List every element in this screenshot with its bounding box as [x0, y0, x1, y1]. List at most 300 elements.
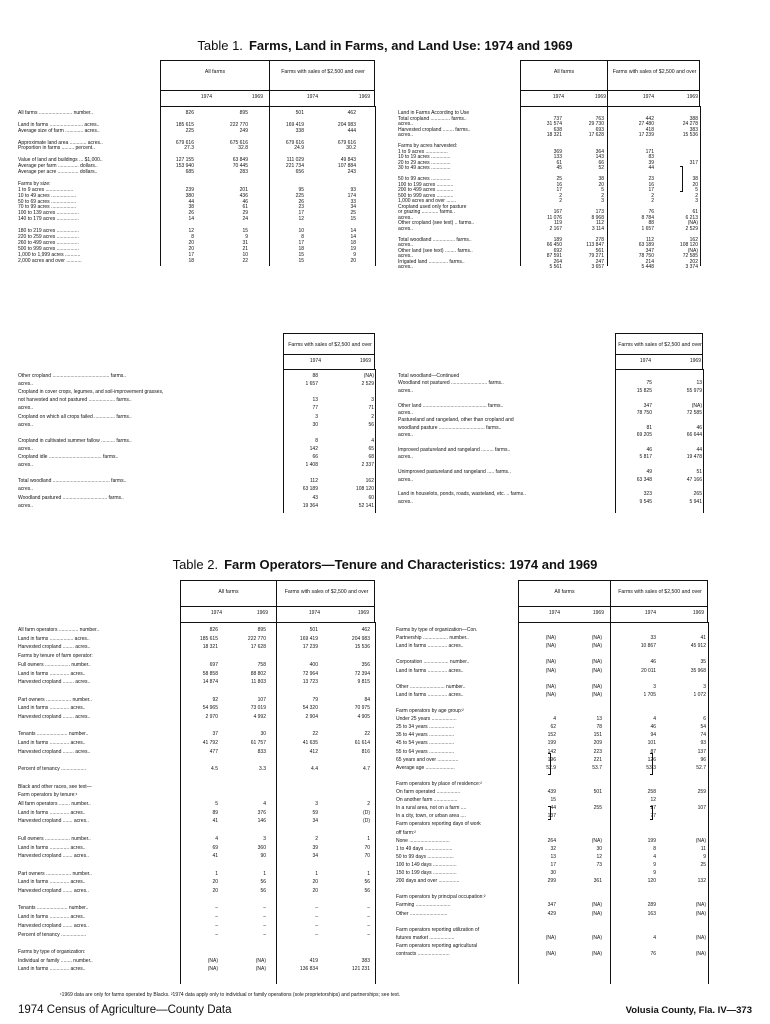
row-label: All farm operators ........ number.. — [18, 801, 91, 807]
table-row — [18, 705, 378, 711]
row-value: 347 — [643, 402, 652, 409]
table-row — [18, 389, 378, 395]
row-label: Cropland idle ...................................... farms.. — [18, 454, 119, 460]
row-value: 78 750 — [636, 410, 652, 416]
row-value: 72 394 — [354, 670, 370, 677]
row-label: Farm operators reporting days of work — [396, 821, 481, 828]
row-value: 16 — [648, 181, 654, 188]
bracket-days-sales — [650, 806, 653, 820]
row-value: 4 — [553, 716, 556, 723]
row-value: 15 — [550, 797, 556, 804]
table-row — [18, 836, 378, 842]
table-row — [396, 797, 711, 803]
table-row — [18, 503, 378, 509]
table-row — [396, 870, 711, 876]
row-value: 2 529 — [361, 381, 374, 388]
row-label: Farm operators by age group:² — [396, 708, 464, 714]
row-value: 4 — [371, 437, 374, 444]
row-value: 265 — [693, 491, 702, 498]
row-label: Average age ..................... — [396, 764, 455, 771]
row-value: 225 — [185, 127, 194, 134]
row-value: 264 — [553, 258, 562, 265]
row-value: 264 — [547, 837, 556, 844]
table1-title: Table 1. Farms, Land in Farms, and Land Use: 1974 and 1969 — [197, 38, 573, 53]
row-value: 34 — [312, 818, 318, 825]
row-label: Black and other races, see text— — [18, 783, 92, 790]
row-label: Other cropland (see text) .. farms.. — [398, 220, 475, 226]
row-value: 4 992 — [253, 714, 266, 720]
row-label: Full owners .................. number.. — [18, 661, 91, 668]
row-value: 1 — [315, 870, 318, 877]
table-row — [396, 635, 711, 641]
row-label: acres.. — [398, 253, 414, 259]
row-label: Land in houselots, ponds, roads, wasteland, etc. .. farms.. — [398, 491, 526, 498]
row-value: 65 — [368, 445, 374, 452]
row-label: 50 to 99 acres .............. — [398, 176, 451, 182]
row-value: 347 — [645, 247, 654, 254]
row-value: 174 — [347, 192, 356, 199]
row-value: 429 — [547, 910, 556, 917]
table1-right-years: 1974 1969 1974 1969 — [552, 94, 698, 100]
row-label: Total woodland—Continued — [398, 373, 460, 379]
row-value: 17 628 — [250, 644, 266, 651]
row-value: 49 — [646, 469, 652, 476]
row-label: Average per farm ............... dollars.. — [18, 163, 98, 170]
row-value: 338 — [295, 127, 304, 134]
row-value: 462 — [347, 110, 356, 116]
row-value: 41 792 — [202, 740, 218, 747]
row-value: 111 029 — [286, 157, 304, 164]
row-value: (NA) — [591, 667, 602, 674]
row-value: 679 616 — [285, 139, 304, 146]
row-value: 13 — [550, 853, 556, 860]
row-value: 81 — [646, 424, 652, 431]
row-value: 2 — [371, 413, 374, 420]
row-value: 17 — [298, 210, 304, 217]
table-row — [18, 495, 378, 501]
row-value: 462 — [361, 627, 370, 633]
row-value: 5 817 — [639, 454, 652, 461]
row-value: 400 — [309, 661, 318, 668]
row-value: 18 — [188, 257, 194, 264]
table-row — [396, 838, 711, 844]
row-value: – — [315, 905, 318, 912]
row-value: 169 419 — [285, 121, 304, 128]
row-label: All farms ........................ number.. — [18, 110, 94, 116]
row-value: (D) — [363, 809, 370, 816]
table-row — [396, 894, 711, 900]
row-label: Land in farms ................. acres.. — [18, 635, 90, 642]
row-label: In a rural area, not on a farm .... — [396, 805, 467, 812]
row-value: 16 — [556, 181, 562, 188]
row-value: 93 — [350, 186, 356, 193]
row-value: 61 — [242, 204, 248, 211]
row-value: 8 — [315, 437, 318, 444]
row-label: Individual or family ........ number.. — [18, 957, 93, 964]
row-label: Farm operators by place of residence:² — [396, 780, 482, 787]
row-value: 826 — [185, 110, 194, 116]
row-value: (NA) — [545, 659, 556, 666]
row-value: 87 591 — [546, 253, 562, 259]
row-label: Tenants ...................... number.. — [18, 905, 89, 912]
row-value: 84 — [364, 696, 370, 703]
table-row — [18, 679, 378, 685]
row-value: 2 — [315, 835, 318, 842]
row-value: 6 — [703, 716, 706, 723]
row-value: 763 — [595, 115, 604, 122]
row-value: 73 019 — [250, 705, 266, 712]
row-value: 278 — [595, 236, 604, 243]
row-label: Land in farms .............. acres.. — [18, 966, 86, 973]
row-value: 4 — [215, 835, 218, 842]
row-value: 223 — [593, 748, 602, 755]
row-value: 1 408 — [305, 462, 318, 469]
row-value: 66 — [312, 454, 318, 460]
row-label: Tenants ...................... number.. — [18, 731, 89, 738]
row-value: 35 — [700, 659, 706, 666]
table-row — [18, 888, 378, 894]
row-value: 44 — [696, 447, 702, 453]
table-row — [18, 454, 378, 460]
row-value: 442 — [645, 115, 654, 122]
row-value: 79 271 — [588, 253, 604, 259]
row-label: acres.. — [398, 454, 414, 461]
table-row — [396, 813, 711, 819]
row-value: 1 — [367, 870, 370, 877]
table-row — [18, 470, 378, 476]
row-value: 222 770 — [229, 121, 248, 128]
row-value: 17 239 — [638, 132, 654, 138]
row-value: 436 — [239, 192, 248, 199]
table-row — [18, 932, 378, 938]
row-label: 260 to 499 acres ................ — [18, 239, 79, 246]
row-label: Farm operators by principal occupation:² — [396, 894, 486, 901]
table-row — [18, 758, 378, 764]
row-value: 68 — [368, 454, 374, 460]
row-value: 94 — [650, 732, 656, 739]
row-label: acres.. — [398, 264, 414, 270]
row-value: 2 167 — [549, 225, 562, 232]
row-value: 259 — [697, 789, 706, 795]
row-label: Part owners .................. number.. — [18, 870, 92, 877]
row-value: 43 — [312, 494, 318, 501]
row-value: 199 — [647, 837, 656, 844]
row-value: 2 — [651, 192, 654, 199]
row-value: 23 — [298, 204, 304, 211]
row-value: 17 239 — [302, 644, 318, 651]
table2-left-header: All farms Farms with sales of $2,500 and over — [180, 580, 375, 622]
table-row — [18, 714, 378, 720]
row-value: 258 — [647, 789, 656, 795]
row-value: 38 — [598, 176, 604, 182]
table-row — [18, 636, 378, 642]
table-row — [18, 914, 378, 920]
row-value: 376 — [257, 809, 266, 816]
row-value: 53.7 — [592, 764, 602, 771]
row-label: Part owners .................. number.. — [18, 696, 92, 703]
table-row — [18, 749, 378, 755]
row-value: 20 — [598, 181, 604, 188]
row-value: (NA) — [207, 966, 218, 973]
row-label: Other ......................... number.. — [396, 683, 466, 690]
row-value: 679 616 — [175, 139, 194, 146]
row-label: or grazing ............ farms.. — [398, 209, 455, 215]
row-value: 12 — [188, 228, 194, 234]
table2-right-header: All farms Farms with sales of $2,500 and over — [518, 580, 708, 622]
row-value: 204 983 — [351, 635, 370, 642]
table-row — [18, 853, 378, 859]
row-value: 72 585 — [682, 253, 698, 259]
row-value: 1 072 — [693, 691, 706, 698]
row-value: 249 — [239, 127, 248, 134]
row-label: 100 to 199 acres ............ — [398, 181, 454, 188]
table-row — [396, 668, 711, 674]
table-row — [396, 854, 711, 860]
row-label: Average size of farm ............. acres.. — [18, 127, 100, 134]
row-value: 5 448 — [641, 264, 654, 270]
row-value: 153 940 — [175, 163, 194, 170]
row-value: (NA) — [591, 683, 602, 690]
row-label: 25 to 34 years .................. — [396, 724, 455, 731]
row-value: 758 — [257, 661, 266, 668]
row-label: Pastureland and rangeland, other than cropland and — [398, 417, 514, 424]
row-value: 20 011 — [641, 667, 656, 674]
row-value: 8 — [191, 233, 194, 240]
row-label: not harvested and not pastured ................... farms.. — [18, 397, 132, 404]
row-value: 17 — [550, 861, 556, 868]
row-label: 500 to 999 acres ................ — [18, 245, 79, 252]
row-value: 3 657 — [591, 264, 604, 270]
row-value: 3 114 — [591, 225, 604, 232]
row-value: 14 — [350, 233, 356, 240]
row-value: 54 320 — [302, 705, 318, 712]
row-label: off farm:² — [396, 829, 416, 836]
row-label: acres.. — [398, 132, 414, 138]
row-value: 107 — [257, 696, 266, 703]
row-label: 220 to 259 acres ................ — [18, 233, 79, 240]
table-row — [18, 446, 378, 452]
row-value: 33 — [650, 635, 656, 642]
row-value: 17 — [556, 187, 562, 193]
row-value: – — [367, 922, 370, 929]
table-row — [18, 723, 378, 729]
row-value: 2 337 — [361, 462, 374, 469]
row-label: 50 to 99 days ................... — [396, 853, 454, 860]
table-row — [398, 499, 706, 505]
row-value: 225 — [295, 192, 304, 199]
row-label: Farms by type of organization: — [18, 948, 86, 955]
row-value: 121 231 — [351, 966, 370, 973]
row-value: 112 — [310, 478, 318, 485]
table-row — [396, 902, 711, 908]
row-value: 201 — [239, 186, 248, 193]
row-value: 30 — [312, 421, 318, 428]
row-value: 171 — [645, 148, 654, 155]
row-label: 50 to 69 acres .................. — [18, 198, 77, 205]
row-value: 49 843 — [340, 157, 356, 164]
row-value: 87 — [650, 748, 656, 755]
table-row — [18, 671, 378, 677]
row-value: 3 — [653, 683, 656, 690]
row-value: 20 — [312, 888, 318, 894]
row-label: acres.. — [18, 502, 34, 509]
row-value: 88 — [648, 220, 654, 226]
table-row — [396, 676, 711, 682]
table-row — [396, 878, 711, 884]
col-farms-sales: Farms with sales of $2,500 and over — [281, 69, 365, 75]
row-value: 283 — [239, 169, 248, 175]
row-value: 70 975 — [354, 705, 370, 712]
row-value: 5 — [601, 187, 604, 193]
row-value: 4 — [653, 934, 656, 941]
table-row — [396, 716, 711, 722]
row-value: 9 — [245, 233, 248, 240]
row-value: 15 — [298, 251, 304, 258]
row-value: 1 705 — [643, 691, 656, 698]
row-value: 108 120 — [679, 242, 698, 248]
row-value: 3 — [315, 801, 318, 807]
row-value: (NA) — [695, 910, 706, 917]
row-label: Cropland in cultivated summer fallow .......... farms.. — [18, 437, 132, 444]
row-label: On farm operated ................. — [396, 789, 461, 795]
row-value: 73 — [596, 861, 602, 868]
row-label: 1 to 9 acres .................... — [18, 186, 74, 193]
row-value: 35 968 — [690, 667, 706, 674]
row-label: Irrigated land .............. farms.. — [398, 258, 465, 265]
row-label: Land in farms ........................ acres.. — [18, 121, 100, 128]
row-label: 200 to 499 acres ............ — [398, 187, 454, 193]
row-value: (NA) — [691, 402, 702, 409]
table-row — [396, 627, 711, 633]
row-value: 63 849 — [232, 157, 248, 164]
row-label: 10 to 19 acres .............. — [398, 154, 451, 160]
row-label: Farm operators reporting agricultural — [396, 942, 478, 949]
row-value: 44 — [188, 198, 194, 205]
row-value: 95 — [298, 186, 304, 193]
row-value: 167 — [553, 209, 562, 215]
row-label: Cropland used only for pasture — [398, 203, 467, 210]
row-value: 9 545 — [639, 498, 652, 505]
row-label: On another farm ................. — [396, 797, 458, 804]
row-label: 1,000 to 1,999 acres ........... — [18, 251, 81, 258]
row-value: 108 120 — [355, 486, 374, 493]
row-label: 150 to 199 days ................. — [396, 870, 457, 876]
row-label: 45 to 54 years .................. — [396, 740, 455, 747]
row-value: 1 657 — [305, 381, 318, 388]
table-row — [396, 740, 711, 746]
row-value: 17 — [298, 239, 304, 246]
row-label: Farms by size: — [18, 180, 51, 187]
table-row — [398, 469, 706, 475]
row-value: 561 — [595, 247, 604, 254]
table-row — [398, 491, 706, 497]
row-label: 20 to 29 acres .............. — [398, 159, 451, 166]
row-value: 29 — [242, 210, 248, 217]
row-value: 222 770 — [247, 635, 266, 642]
row-value: (NA) — [207, 957, 218, 964]
row-value: 383 — [361, 957, 370, 964]
row-value: 96 — [700, 756, 706, 763]
row-value: 30 — [260, 731, 266, 738]
row-value: 46 — [696, 424, 702, 431]
table-row — [18, 373, 378, 379]
table2-title: Table 2. Farm Operators—Tenure and Characteristics: 1974 and 1969 — [172, 557, 598, 572]
row-value: 816 — [361, 748, 370, 755]
row-value: 243 — [347, 169, 356, 175]
row-label: Harvested cropland ........ farms.. — [398, 126, 471, 133]
row-value: 113 847 — [586, 242, 604, 248]
row-value: (NA) — [363, 373, 374, 379]
row-value: 70 — [364, 844, 370, 851]
table-row — [396, 951, 711, 957]
row-value: 78 750 — [638, 253, 654, 259]
table2-right-years: 1974 1969 1974 1969 — [548, 610, 704, 616]
row-label: Partnership .................. number.. — [396, 635, 469, 642]
row-value: 360 — [257, 844, 266, 851]
row-value: (NA) — [255, 957, 266, 964]
row-label: Total cropland .............. farms.. — [398, 115, 467, 122]
row-label: 180 to 219 acres ................ — [18, 228, 79, 234]
row-label: Harvested cropland ........ acres.. — [18, 644, 91, 651]
row-value: (NA) — [591, 910, 602, 917]
row-label: Land in farms .............. acres.. — [18, 809, 86, 816]
row-value: 15 536 — [682, 132, 698, 138]
row-value: 34 — [312, 853, 318, 860]
row-value: 46 — [242, 198, 248, 205]
table-row — [396, 724, 711, 730]
row-value: 151 — [593, 732, 602, 739]
row-value: 185 615 — [175, 121, 194, 128]
row-value: 30 — [596, 845, 602, 852]
row-label: acres.. — [398, 432, 414, 439]
row-value: 10 867 — [640, 643, 656, 650]
row-value: 146 — [257, 818, 266, 825]
row-label: 55 to 64 years .................. — [396, 748, 455, 755]
row-value: 638 — [553, 126, 562, 133]
row-value: 32 — [550, 845, 556, 852]
row-label: Full owners .................. number.. — [18, 835, 91, 842]
row-value: 34 — [350, 204, 356, 211]
row-value: 76 — [648, 209, 654, 215]
table-row — [398, 425, 706, 431]
table-row — [396, 749, 711, 755]
table-row — [18, 697, 378, 703]
row-value: (NA) — [545, 934, 556, 941]
row-value: – — [263, 931, 266, 938]
row-value: 388 — [689, 115, 698, 122]
table-row — [18, 897, 378, 903]
table-row — [398, 477, 706, 483]
row-value: 656 — [295, 169, 304, 175]
row-value: 9 — [653, 870, 656, 876]
row-value: 66 644 — [686, 432, 702, 439]
row-label: Farm operators by tenure:¹ — [18, 792, 78, 799]
row-value: 15 536 — [354, 644, 370, 651]
row-label: 1 to 9 acres ................ — [398, 148, 448, 155]
table-row — [398, 403, 706, 409]
row-value: 209 — [593, 740, 602, 747]
row-value: – — [215, 931, 218, 938]
row-value: 692 — [553, 247, 562, 254]
row-value: 56 — [364, 888, 370, 894]
row-label: Farms by type of organization—Con. — [396, 627, 478, 633]
row-label: futures market .................. — [396, 934, 455, 941]
row-value: 221 — [593, 756, 602, 763]
row-value: 204 983 — [337, 121, 356, 128]
row-value: 412 — [309, 748, 318, 755]
row-value: 2 — [695, 192, 698, 199]
row-value: 4.7 — [363, 766, 370, 773]
